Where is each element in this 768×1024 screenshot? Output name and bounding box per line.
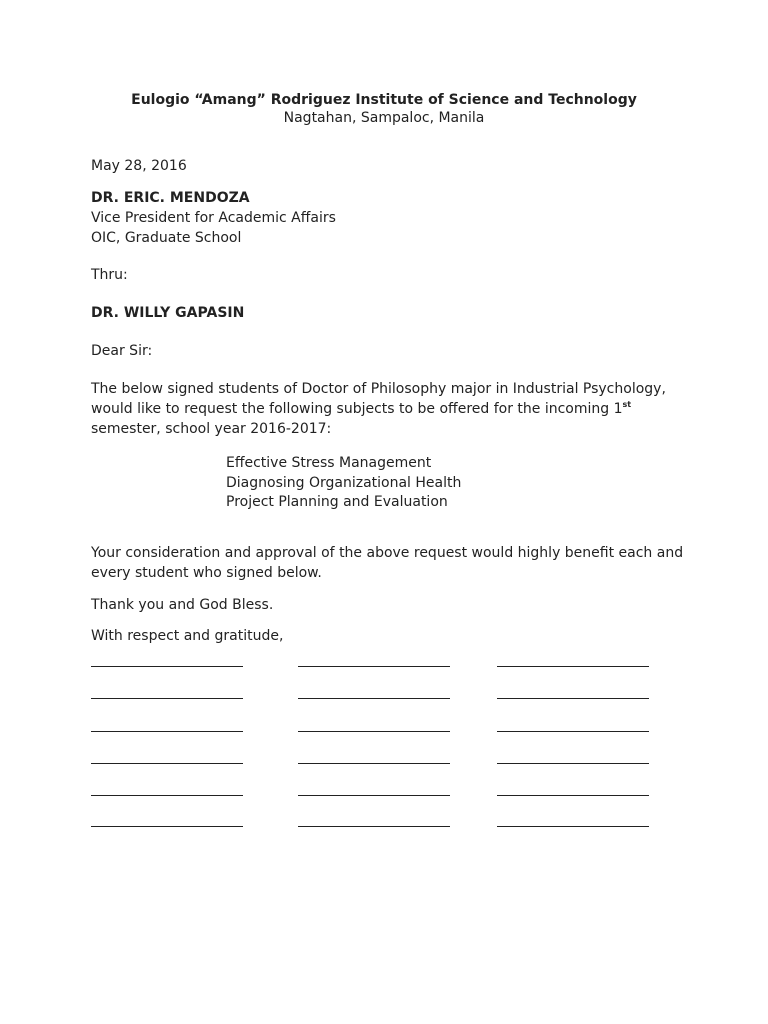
signature-line: [298, 698, 450, 699]
sign-off: With respect and gratitude,: [91, 628, 284, 644]
closing-line-2: every student who signed below.: [91, 565, 322, 581]
thru-label: Thru:: [91, 267, 128, 283]
body-line-2: [91, 399, 691, 419]
body-line-2-text: would like to request the following subjects to be offered for the incoming 1: [91, 401, 623, 417]
signature-row: [0, 698, 768, 710]
signature-line: [91, 795, 243, 796]
thanks-line: Thank you and God Bless.: [91, 597, 274, 613]
signature-line: [91, 698, 243, 699]
signature-line: [298, 666, 450, 667]
signature-row: [0, 731, 768, 743]
signature-row: [0, 826, 768, 838]
body-paragraph: [91, 379, 691, 439]
signature-line: [298, 763, 450, 764]
letterhead: [0, 91, 768, 127]
recipient-title-1: Vice President for Academic Affairs: [91, 210, 336, 226]
signature-row: [0, 666, 768, 678]
signature-line: [497, 731, 649, 732]
thru-name: DR. WILLY GAPASIN: [91, 305, 245, 321]
recipient-name: DR. ERIC. MENDOZA: [91, 190, 250, 206]
closing-paragraph: [91, 543, 691, 583]
signature-line: [497, 666, 649, 667]
subject-item: Project Planning and Evaluation: [226, 494, 448, 510]
signature-line: [497, 826, 649, 827]
subject-list: [226, 454, 461, 513]
signature-line: [91, 666, 243, 667]
recipient-title-2: OIC, Graduate School: [91, 230, 242, 246]
letter-date: May 28, 2016: [91, 158, 187, 174]
body-line-3: semester, school year 2016-2017:: [91, 421, 332, 437]
signature-line: [497, 795, 649, 796]
signature-line: [91, 731, 243, 732]
signature-line: [298, 731, 450, 732]
signature-row: [0, 763, 768, 775]
institution-address: Nagtahan, Sampaloc, Manila: [283, 110, 485, 126]
closing-line-1: Your consideration and approval of the above request would highly benefit each and: [91, 545, 684, 561]
body-line-1: The below signed students of Doctor of Philosophy major in Industrial Psychology,: [91, 381, 666, 397]
signature-row: [0, 795, 768, 807]
signature-line: [91, 826, 243, 827]
signature-line: [497, 698, 649, 699]
signature-line: [497, 763, 649, 764]
salutation: Dear Sir:: [91, 343, 153, 359]
signature-line: [91, 763, 243, 764]
recipient-block: [91, 188, 336, 248]
signature-line: [298, 826, 450, 827]
ordinal-suffix: st: [622, 400, 632, 409]
subject-item: Diagnosing Organizational Health: [226, 474, 462, 491]
subject-item: Effective Stress Management: [226, 455, 432, 471]
institution-name: Eulogio “Amang” Rodriguez Institute of Science and Technology: [131, 92, 637, 108]
signature-line: [298, 795, 450, 796]
